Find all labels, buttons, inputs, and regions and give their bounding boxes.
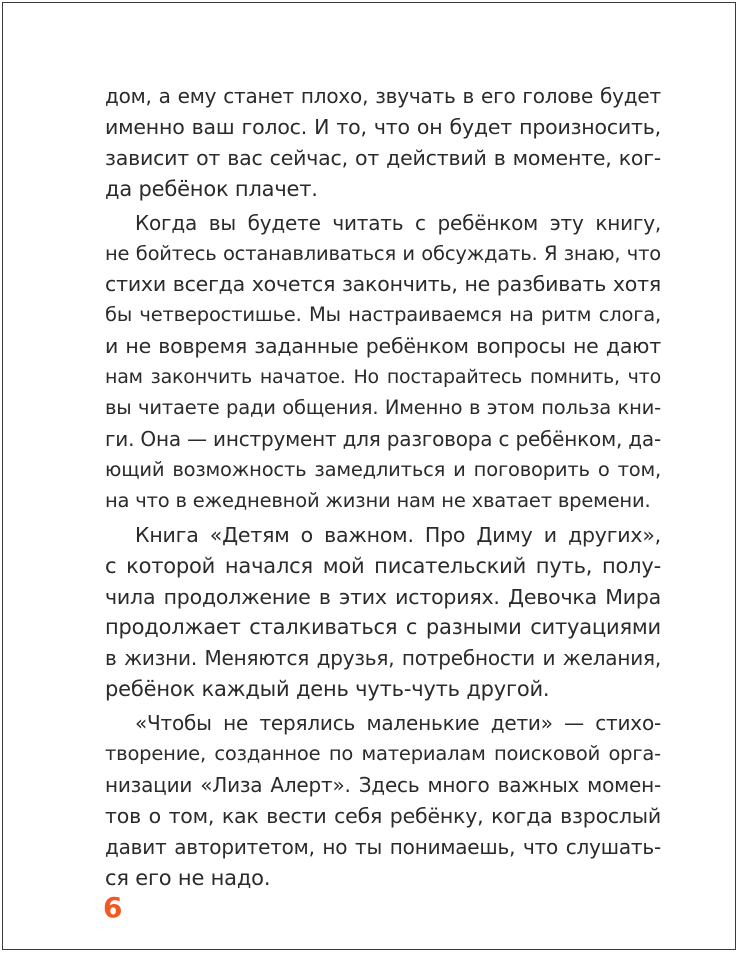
text-line: Когда вы будете читать с ребёнком эту книгу,	[135, 210, 661, 235]
text-line: и не вовремя заданные ребёнком вопросы не дают	[105, 334, 661, 359]
book-page	[2, 2, 736, 950]
page-number: 6	[103, 891, 123, 924]
text-line: в жизни. Меняются друзья, потребности и желания,	[105, 646, 661, 671]
paragraph	[105, 208, 661, 517]
text-line: на что в ежедневной жизни нам не хватает времени.	[105, 488, 651, 512]
text-line: нам закончить начатое. Но постарайтесь помнить, что	[105, 366, 661, 389]
text-line: да ребёнок плачет.	[105, 176, 318, 201]
paragraph	[105, 520, 661, 705]
text-line: творение, созданное по материалам поисковой орга-	[105, 742, 661, 766]
text-line: не бойтесь останавливаться и обсуждать. Я знаю, что	[105, 241, 661, 265]
text-line: с которой начался мой писательский путь, полу-	[105, 553, 661, 578]
text-line: тов о том, как вести себя ребёнку, когда взрослый	[105, 803, 661, 828]
text-line: стихи всегда хочется закончить, не разбивать хотя	[105, 272, 661, 297]
text-line: бы четверостишье. Мы настраиваемся на ритм слога,	[105, 303, 661, 327]
text-line: вы читаете ради общения. Именно в этом польза кни-	[105, 396, 661, 420]
text-line: низации «Лиза Алерт». Здесь много важных момен-	[105, 772, 661, 797]
text-line: ги. Она — инструмент для разговора с ребёнком, да-	[105, 426, 661, 451]
text-line: чила продолжение в этих историях. Девочка Мира	[105, 584, 661, 609]
text-line: ребёнок каждый день чуть-чуть другой.	[105, 677, 550, 702]
text-line: зависит от вас сейчас, от действий в моменте, ког-	[105, 145, 661, 170]
text-line: давит авторитетом, но ты понимаешь, что слушать-	[105, 834, 661, 859]
text-line: продолжает сталкиваться с разными ситуациями	[105, 615, 661, 640]
paragraph	[105, 708, 661, 893]
text-line: Книга «Детям о важном. Про Диму и других»,	[135, 522, 661, 547]
body-text	[105, 81, 661, 894]
text-line: ющий возможность замедлиться и поговорить о том,	[105, 457, 661, 481]
text-line: дом, а ему станет плохо, звучать в его голове будет	[105, 84, 661, 108]
text-line: «Чтобы не терялись маленькие дети» — стихо-	[135, 711, 661, 736]
text-line: именно ваш голос. И то, что он будет произносить,	[105, 114, 661, 139]
paragraph	[105, 81, 661, 205]
text-line: ся его не надо.	[105, 865, 271, 890]
